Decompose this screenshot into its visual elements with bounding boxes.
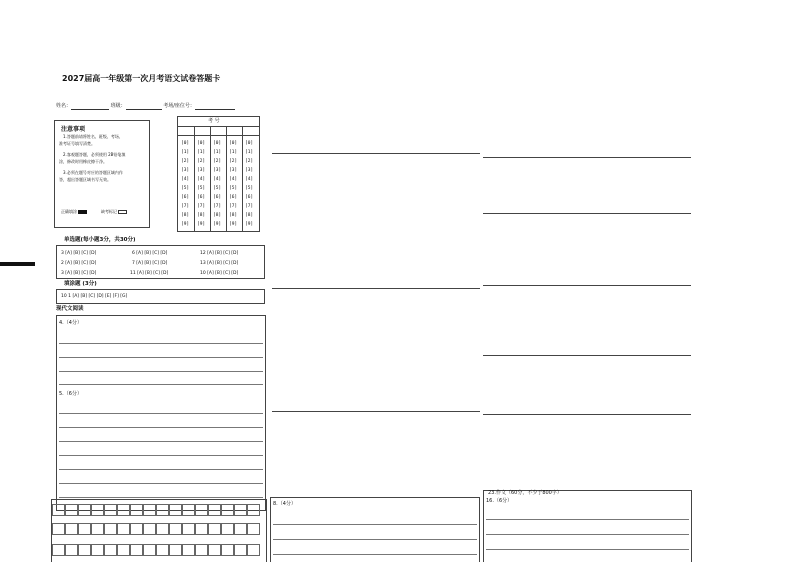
- exam-digit-bubble[interactable]: [3]: [245, 168, 254, 173]
- exam-digit-bubble[interactable]: [1]: [181, 150, 190, 155]
- absent-mark-label: 缺考标记: [101, 208, 127, 215]
- name-field[interactable]: [71, 109, 109, 110]
- class-label: 班级：: [110, 103, 126, 109]
- exam-digit-bubble[interactable]: [5]: [181, 186, 190, 191]
- single-choice-title: 单选题(每小题3分，共30分): [64, 237, 136, 243]
- answer-line[interactable]: [59, 469, 263, 470]
- name-label: 姓名：: [56, 103, 72, 109]
- exam-digit-bubble[interactable]: [9]: [181, 222, 190, 227]
- exam-number-title: 考 号: [208, 118, 220, 124]
- exam-digit-bubble[interactable]: [6]: [229, 195, 238, 200]
- seat-field[interactable]: [195, 109, 235, 110]
- reading-title: 现代文阅读: [56, 306, 84, 312]
- choice-item[interactable]: 2 [A] [B] [C] [D]: [61, 261, 97, 266]
- answer-line[interactable]: [483, 355, 691, 356]
- exam-digit-bubble[interactable]: [1]: [245, 150, 254, 155]
- writing-grid-row: [52, 544, 260, 556]
- exam-digit-bubble[interactable]: [0]: [197, 141, 206, 146]
- exam-number-box: [177, 116, 260, 232]
- exam-digit-bubble[interactable]: [3]: [197, 168, 206, 173]
- exam-digit-bubble[interactable]: [4]: [213, 177, 222, 182]
- exam-digit-bubble[interactable]: [6]: [181, 195, 190, 200]
- choice-item[interactable]: 13 [A] [B] [C] [D]: [200, 261, 239, 266]
- absent-checkbox[interactable]: [118, 210, 127, 214]
- exam-digit-bubble[interactable]: [1]: [229, 150, 238, 155]
- exam-digit-bubble[interactable]: [4]: [229, 177, 238, 182]
- answer-line[interactable]: [59, 384, 263, 385]
- exam-digit-bubble[interactable]: [4]: [197, 177, 206, 182]
- exam-digit-bubble[interactable]: [0]: [229, 141, 238, 146]
- filled-mark-icon: [78, 210, 87, 214]
- exam-digit-bubble[interactable]: [9]: [245, 222, 254, 227]
- question-16-label: 16.（6分）: [486, 498, 513, 504]
- answer-line[interactable]: [59, 497, 263, 498]
- exam-digit-bubble[interactable]: [5]: [213, 186, 222, 191]
- exam-digit-bubble[interactable]: [8]: [229, 213, 238, 218]
- student-info-line: [56, 103, 235, 110]
- exam-digit-bubble[interactable]: [1]: [213, 150, 222, 155]
- seat-label: 考场/座位号：: [163, 103, 195, 109]
- exam-digit-bubble[interactable]: [7]: [245, 204, 254, 209]
- page-title: 2027届高一年级第一次月考语文试卷答题卡: [62, 74, 221, 83]
- choice-item[interactable]: 3 [A] [B] [C] [D]: [61, 271, 97, 276]
- answer-line[interactable]: [59, 427, 263, 428]
- multi-choice-box: [56, 289, 265, 304]
- single-choice-box: [56, 245, 265, 279]
- reading-answer-box: [56, 315, 266, 511]
- answer-line[interactable]: [272, 288, 480, 289]
- answer-line[interactable]: [272, 153, 480, 154]
- answer-line[interactable]: [59, 357, 263, 358]
- exam-digit-bubble[interactable]: [8]: [197, 213, 206, 218]
- exam-digit-bubble[interactable]: [2]: [213, 159, 222, 164]
- notice-line: 准考证号填写清楚。: [59, 141, 95, 146]
- exam-digit-bubble[interactable]: [0]: [245, 141, 254, 146]
- exam-digit-bubble[interactable]: [2]: [229, 159, 238, 164]
- answer-line[interactable]: [59, 343, 263, 344]
- question-4-label: 4.（4分）: [59, 320, 82, 326]
- choice-item[interactable]: 7 [A] [B] [C] [D]: [132, 261, 168, 266]
- exam-digit-bubble[interactable]: [9]: [197, 222, 206, 227]
- essay-box: [483, 490, 692, 562]
- question-8-box: [270, 497, 480, 562]
- exam-digit-bubble[interactable]: [1]: [197, 150, 206, 155]
- answer-line[interactable]: [486, 519, 689, 520]
- exam-digit-bubble[interactable]: [6]: [197, 195, 206, 200]
- choice-item[interactable]: 10 1 [A] [B] [C] [D] [E] [F] [G]: [61, 294, 128, 299]
- exam-digit-bubble[interactable]: [8]: [245, 213, 254, 218]
- choice-item[interactable]: 10 [A] [B] [C] [D]: [200, 271, 239, 276]
- exam-digit-bubble[interactable]: [4]: [245, 177, 254, 182]
- notice-box: [54, 120, 150, 228]
- notice-title: 注意事项: [61, 126, 86, 133]
- notice-line: 1.答题前请将姓名、班级、考场、: [63, 134, 123, 139]
- exam-digit-bubble[interactable]: [4]: [181, 177, 190, 182]
- exam-digit-bubble[interactable]: [7]: [181, 204, 190, 209]
- notice-line: 2.客观题答题，必须使用 2B铅笔填: [63, 152, 126, 157]
- exam-digit-bubble[interactable]: [8]: [181, 213, 190, 218]
- exam-digit-bubble[interactable]: [3]: [181, 168, 190, 173]
- answer-line[interactable]: [483, 213, 691, 214]
- choice-item[interactable]: 6 [A] [B] [C] [D]: [132, 251, 168, 256]
- answer-line[interactable]: [59, 413, 263, 414]
- correct-fill-label: 正确填涂: [61, 208, 87, 215]
- exam-digit-bubble[interactable]: [9]: [213, 222, 222, 227]
- answer-line[interactable]: [486, 549, 689, 550]
- exam-digit-bubble[interactable]: [5]: [245, 186, 254, 191]
- answer-line[interactable]: [486, 534, 689, 535]
- notice-line: 3.必须在题号对应的答题区域内作: [63, 170, 123, 175]
- exam-digit-bubble[interactable]: [2]: [197, 159, 206, 164]
- answer-line[interactable]: [59, 371, 263, 372]
- choice-item[interactable]: 11 [A] [B] [C] [D]: [130, 271, 169, 276]
- exam-digit-bubble[interactable]: [0]: [213, 141, 222, 146]
- exam-digit-bubble[interactable]: [8]: [213, 213, 222, 218]
- answer-line[interactable]: [483, 285, 691, 286]
- choice-item[interactable]: 12 [A] [B] [C] [D]: [200, 251, 239, 256]
- answer-line[interactable]: [483, 157, 691, 158]
- answer-line[interactable]: [483, 414, 691, 415]
- alignment-mark: [0, 262, 35, 266]
- class-field[interactable]: [126, 109, 162, 110]
- exam-digit-bubble[interactable]: [3]: [213, 168, 222, 173]
- essay-title: 23.作文（60分，不少于800字）: [488, 490, 562, 496]
- notice-line: 答，超出答题区域书写无效。: [59, 177, 111, 182]
- exam-digit-bubble[interactable]: [6]: [213, 195, 222, 200]
- writing-grid-row: [52, 523, 260, 535]
- exam-digit-bubble[interactable]: [5]: [229, 186, 238, 191]
- exam-digit-bubble[interactable]: [2]: [181, 159, 190, 164]
- exam-digit-bubble[interactable]: [5]: [197, 186, 206, 191]
- exam-number-bubbles[interactable]: [178, 141, 259, 231]
- notice-line: 涂，修改时用橡皮擦干净。: [59, 159, 107, 164]
- question-8-label: 8.（4分）: [273, 501, 296, 507]
- answer-line[interactable]: [273, 539, 477, 540]
- multi-choice-title: 填涂题 (3分): [64, 281, 97, 287]
- exam-digit-bubble[interactable]: [2]: [245, 159, 254, 164]
- exam-digit-bubble[interactable]: [3]: [229, 168, 238, 173]
- answer-line[interactable]: [272, 411, 480, 412]
- answer-line[interactable]: [59, 483, 263, 484]
- answer-line[interactable]: [273, 524, 477, 525]
- exam-digit-bubble[interactable]: [0]: [181, 141, 190, 146]
- writing-grid-box: [51, 499, 267, 562]
- exam-digit-bubble[interactable]: [7]: [197, 204, 206, 209]
- exam-digit-bubble[interactable]: [7]: [229, 204, 238, 209]
- answer-line[interactable]: [59, 455, 263, 456]
- choice-item[interactable]: 3 [A] [B] [C] [D]: [61, 251, 97, 256]
- exam-digit-bubble[interactable]: [9]: [229, 222, 238, 227]
- answer-line[interactable]: [273, 554, 477, 555]
- question-5-label: 5.（6分）: [59, 391, 82, 397]
- exam-digit-bubble[interactable]: [6]: [245, 195, 254, 200]
- answer-line[interactable]: [59, 441, 263, 442]
- writing-grid-row: [52, 504, 260, 516]
- exam-digit-bubble[interactable]: [7]: [213, 204, 222, 209]
